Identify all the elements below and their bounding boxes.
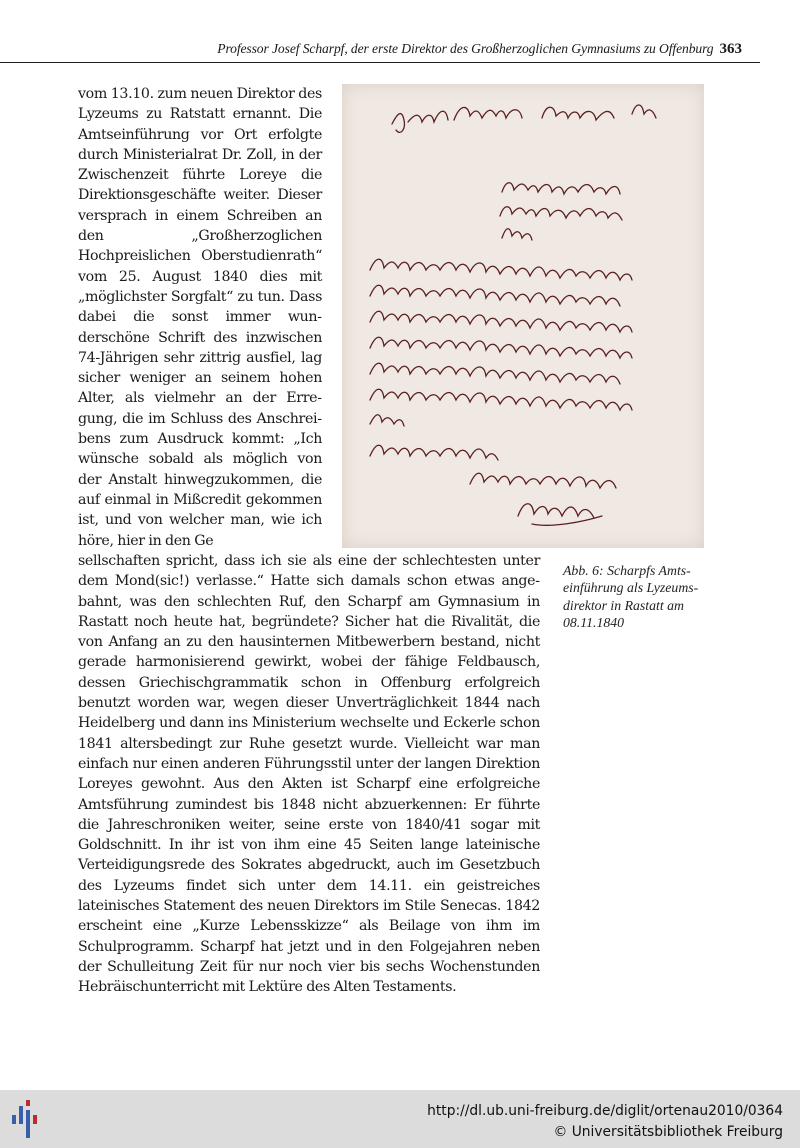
ub-freiburg-logo-icon — [10, 1098, 44, 1140]
figure-caption: Abb. 6: Scharpfs Amts-einführung als Lyzeums-direktor in Rastatt am 08.11.1840 — [563, 563, 699, 631]
running-head — [217, 40, 742, 58]
body-column-narrow: vom 13.10. zum neuen Direktor des Lyzeums zu Ratstatt ernannt. Die Amtseinführung vor Ort erfolgte durch Ministerialrat Dr. Zoll, in der Zwischenzeit führte Loreye die Direktionsgeschäfte weiter. Dieser versprach in einem Schreiben an den „Großherzoglichen Hochpreislichen Oberstudienrath“ vom 25. August 1840 dies mit „möglichster Sorgfalt“ zu tun. Dass dabei die sonst immer wunderschöne Schrift des inzwischen 74-Jährigen sehr zittrig ausfiel, lag sicher weniger an seinem hohen Alter, als vielmehr an der Erregung, die im Schluss des Anschreibens zum Ausdruck kommt: „Ich wünsche sobald als möglich von der Anstalt hinwegzukommen, die auf einmal in Mißcredit gekommen ist, und von welcher man, wie ich höre, hier in den Ge — [78, 86, 322, 549]
running-title: Professor Josef Scharpf, der erste Direktor des Großherzoglichen Gymnasiums zu Offenburg — [217, 41, 714, 56]
handwriting-image — [342, 84, 704, 548]
body-text-full-width: sellschaften spricht, dass ich sie als eine der schlechtesten unter dem Mond(sic!) verlasse.“ Hatte sich damals schon etwas angebahnt, was den schlechten Ruf, den Scharpf am Gymnasium in Rastatt noch heute hat, begründete? Sicher hat die Rivalität, die von Anfang an zu den hausinternen Mitbewerbern bestand, nicht gerade harmonisierend gewirkt, wobei der fähige Feldbausch, dessen Griechischgrammatik schon in Offenburg erfolgreich benutzt worden war, wegen dieser Unverträglichkeit 1844 nach Heidelberg und dann ins Ministerium wechselte und Eckerle schon 1841 altersbedingt zur Ruhe gesetzt wurde. Vielleicht war man einfach nur einen anderen Führungsstil unter der langen Direktion Loreyes gewohnt. Aus den Akten ist Scharpf eine erfolgreiche Amtsführung zumindest bis 1848 nicht abzuerkennen: Er führte die Jahreschroniken weiter, seine erste von 1840/41 sogar mit Goldschnitt. In ihr ist von ihm eine 45 Seiten lange lateinische Verteidigungsrede des Sokrates abgedruckt, auch im Gesetzbuch des Lyzeums findet sich unter dem 14.11. ein geistreiches lateinisches Statement des neuen Direktors im Stile Senecas. 1842 erscheint eine „Kurze Lebensskizze“ als Beilage von ihm im Schulprogramm. Scharpf hat jetzt und in den Folgejahren neben der Schulleitung Zeit für nur noch vier bis sechs Wochenstunden Hebräischunterricht mit Lektüre des Alten Testaments. — [78, 553, 540, 996]
figure-handwritten-letter — [342, 84, 704, 548]
footer-bar — [0, 1090, 800, 1148]
header-rule — [0, 62, 760, 63]
copyright-notice: © Universitätsbibliothek Freiburg — [553, 1124, 783, 1140]
source-url[interactable]: http://dl.ub.uni-freiburg.de/diglit/ortenau2010/0364 — [427, 1103, 783, 1119]
page-number: 363 — [719, 41, 742, 57]
